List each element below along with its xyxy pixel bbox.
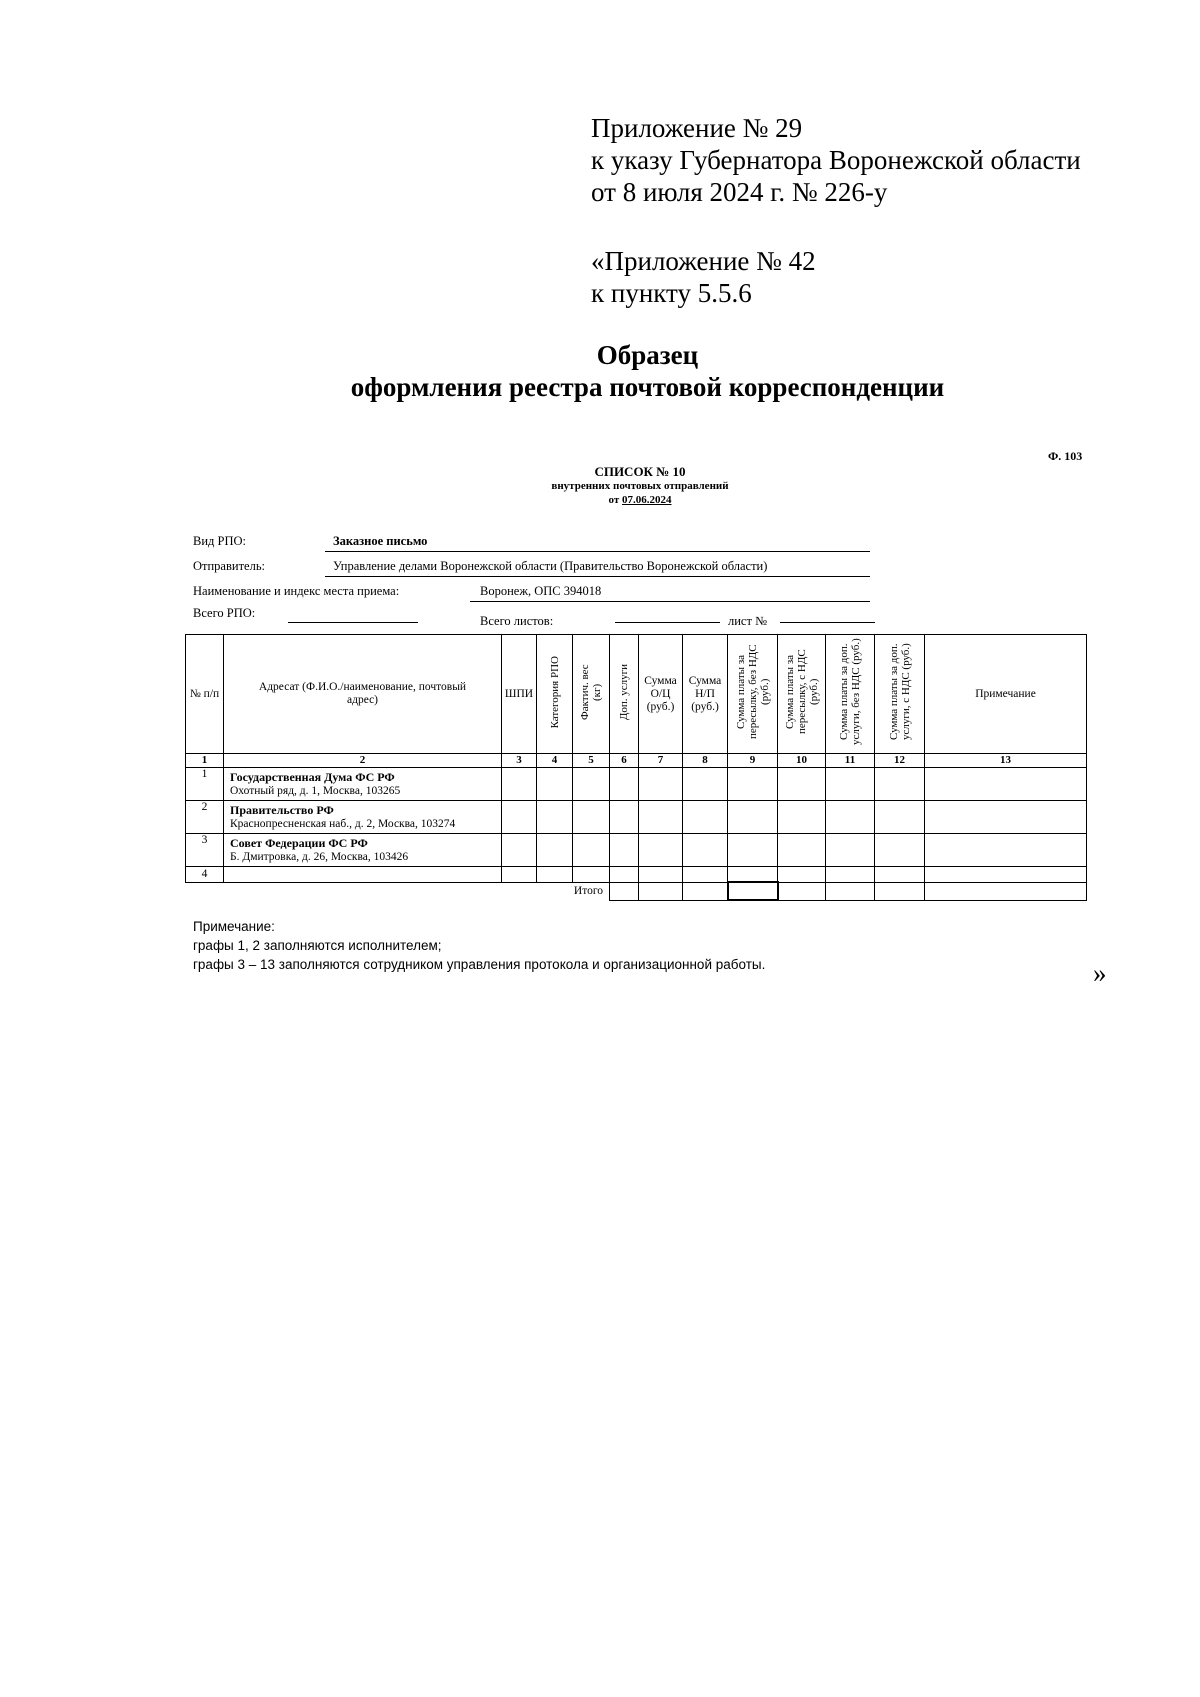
appendix-ref-line-2: к пункту 5.5.6 xyxy=(591,278,752,308)
header-col-2: Адресат (Ф.И.О./наименование, почтовый адрес) xyxy=(224,635,502,754)
total-row xyxy=(186,882,1087,900)
register-table xyxy=(185,634,1087,901)
total-label: Итого xyxy=(573,885,603,898)
header-col-5-text: Фактич. вес (кг) xyxy=(579,664,603,720)
row-1-name: Государственная Дума ФС РФ xyxy=(230,770,395,784)
row-2-addressee xyxy=(224,801,502,834)
row-3-addressee xyxy=(224,834,502,867)
header-col-12 xyxy=(875,635,925,754)
list-date-prefix: от xyxy=(608,494,620,506)
header-col-5 xyxy=(573,635,610,754)
rpo-type-underline xyxy=(325,551,870,552)
rpo-type-value: Заказное письмо xyxy=(333,534,428,548)
sheet-underline xyxy=(780,622,875,623)
row-2-name: Правительство РФ xyxy=(230,803,334,817)
sender-underline xyxy=(325,576,870,577)
colnum-4: 4 xyxy=(537,754,573,768)
header-col-4-text: Категория РПО xyxy=(548,655,561,729)
closing-quote: » xyxy=(1093,958,1107,988)
colnum-3: 3 xyxy=(502,754,537,768)
document-title xyxy=(0,339,1200,403)
header-col-9 xyxy=(728,635,778,754)
appendix-line-1: Приложение № 29 xyxy=(591,113,803,143)
total-sheets-label: Всего листов: xyxy=(480,614,554,628)
list-heading xyxy=(480,465,800,507)
table-row xyxy=(186,801,1087,834)
list-subtitle: внутренних почтовых отправлений xyxy=(551,480,729,492)
header-col-4 xyxy=(537,635,573,754)
header-col-1: № п/п xyxy=(186,635,224,754)
table-header-row xyxy=(186,635,1087,754)
colnum-1: 1 xyxy=(186,754,224,768)
header-col-11-text: Сумма платы за доп. услуги, без НДС (руб.) xyxy=(838,638,862,746)
title-line-2: оформления реестра почтовой корреспонденции xyxy=(350,372,945,402)
header-col-3: ШПИ xyxy=(502,635,537,754)
colnum-7: 7 xyxy=(639,754,683,768)
table-row xyxy=(186,867,1087,883)
colnum-2: 2 xyxy=(224,754,502,768)
rpo-type-label: Вид РПО: xyxy=(193,534,246,548)
appendix-reference xyxy=(591,245,816,309)
colnum-8: 8 xyxy=(683,754,728,768)
header-col-7: Сумма О/Ц (руб.) xyxy=(639,635,683,754)
row-4-number: 4 xyxy=(186,867,224,883)
appendix-line-2: к указу Губернатора Воронежской области xyxy=(591,145,1081,175)
form-note xyxy=(193,917,765,974)
appendix-line-3: от 8 июля 2024 г. № 226-у xyxy=(591,177,888,207)
header-col-6 xyxy=(610,635,639,754)
place-underline xyxy=(470,601,870,602)
header-col-8: Сумма Н/П (руб.) xyxy=(683,635,728,754)
header-col-11 xyxy=(826,635,875,754)
row-2-number: 2 xyxy=(186,801,224,834)
total-highlight-cell xyxy=(728,882,778,900)
note-line-3: графы 3 – 13 заполняются сотрудником управления протокола и организационной работы. xyxy=(193,957,766,972)
table-row xyxy=(186,768,1087,801)
sheet-label: лист № xyxy=(728,614,767,628)
place-label: Наименование и индекс места приема: xyxy=(193,584,400,598)
colnum-5: 5 xyxy=(573,754,610,768)
header-col-9-text: Сумма платы за пересылку, без НДС (руб.) xyxy=(734,644,771,740)
note-line-2: графы 1, 2 заполняются исполнителем; xyxy=(193,938,442,953)
row-1-number: 1 xyxy=(186,768,224,801)
row-3-name: Совет Федерации ФС РФ xyxy=(230,836,368,850)
colnum-6: 6 xyxy=(610,754,639,768)
colnum-9: 9 xyxy=(728,754,778,768)
total-sheets-underline xyxy=(615,622,720,623)
colnum-11: 11 xyxy=(826,754,875,768)
sender-value: Управление делами Воронежской области (Правительство Воронежской области) xyxy=(333,559,768,573)
column-number-row xyxy=(186,754,1087,768)
colnum-13: 13 xyxy=(925,754,1087,768)
total-rpo-underline xyxy=(288,622,418,623)
note-line-1: Примечание: xyxy=(193,919,275,934)
sender-label: Отправитель: xyxy=(193,559,265,573)
table-row xyxy=(186,834,1087,867)
list-date-line xyxy=(480,493,800,507)
row-3-address: Б. Дмитровка, д. 26, Москва, 103426 xyxy=(230,851,409,863)
total-rpo-label: Всего РПО: xyxy=(193,606,256,620)
header-col-12-text: Сумма платы за доп. услуги, с НДС (руб.) xyxy=(887,643,912,741)
appendix-header xyxy=(591,112,1081,208)
place-value: Воронеж, ОПС 394018 xyxy=(480,584,602,598)
colnum-10: 10 xyxy=(778,754,826,768)
list-date: 07.06.2024 xyxy=(622,494,672,506)
list-title: СПИСОК № 10 xyxy=(594,464,686,479)
title-line-1: Образец xyxy=(596,340,699,370)
header-col-6-text: Доп. услуги xyxy=(618,663,630,721)
form-code: Ф. 103 xyxy=(1048,449,1083,463)
row-1-address: Охотный ряд, д. 1, Москва, 103265 xyxy=(230,785,401,797)
header-col-10 xyxy=(778,635,826,754)
row-1-addressee xyxy=(224,768,502,801)
row-2-address: Краснопресненская наб., д. 2, Москва, 103274 xyxy=(230,818,456,830)
colnum-12: 12 xyxy=(875,754,925,768)
row-3-number: 3 xyxy=(186,834,224,867)
header-col-13: Примечание xyxy=(925,635,1087,754)
appendix-ref-line-1: «Приложение № 42 xyxy=(591,246,816,276)
header-col-10-text: Сумма платы за пересылку, с НДС (руб.) xyxy=(783,649,820,735)
